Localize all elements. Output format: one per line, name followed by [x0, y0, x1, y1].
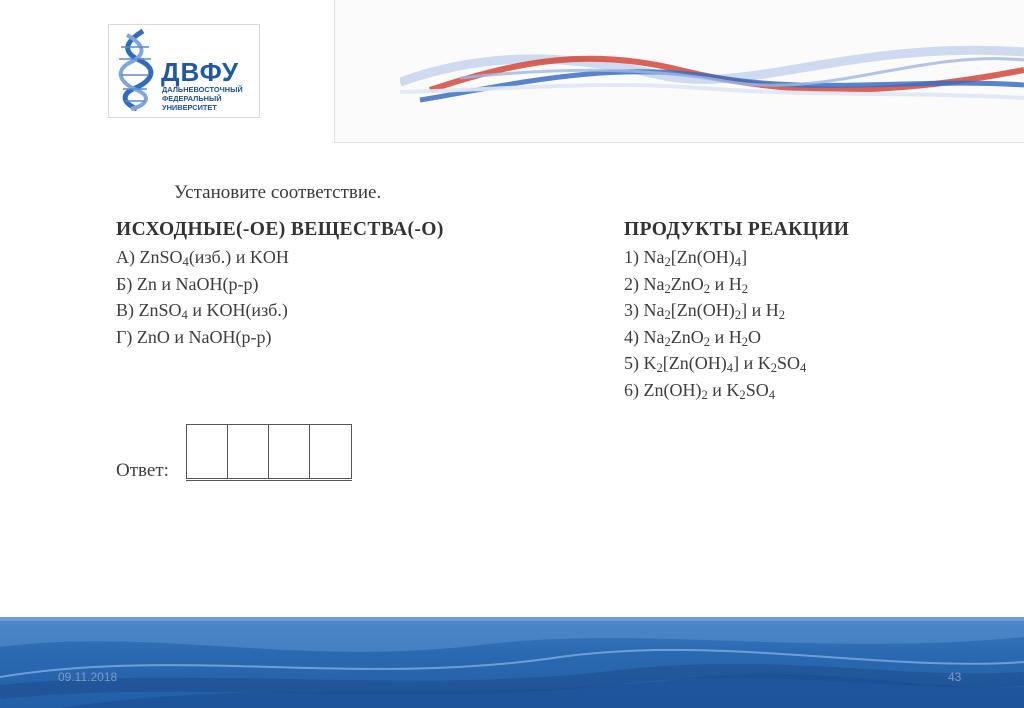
formula-subscript: 4 [181, 308, 188, 322]
slide-page-number: 43 [948, 670, 962, 684]
formula-subscript: 4 [734, 255, 742, 269]
product-item [624, 324, 806, 351]
formula-text: и H [710, 326, 742, 347]
product-item [624, 244, 806, 271]
product-item [624, 377, 806, 404]
product-item-label: 6) [624, 379, 644, 400]
formula-text: и KOH(изб.) [187, 300, 288, 320]
answer-cell[interactable] [186, 424, 227, 479]
formula-text: SO [745, 379, 769, 400]
product-item [624, 297, 806, 324]
formula-text: O [748, 326, 762, 347]
reactant-item [116, 271, 289, 298]
formula-subscript: 2 [656, 361, 663, 375]
formula-subscript: 2 [664, 255, 671, 269]
formula-text: Na [643, 273, 665, 294]
formula-text: Zn и NaOH(р-р) [136, 273, 259, 294]
reactant-item-label: А) [116, 247, 140, 267]
answer-label: Ответ: [116, 460, 169, 481]
product-item-label: 2) [624, 273, 644, 294]
formula-text: [Zn(OH) [662, 353, 727, 373]
formula-text: [Zn(OH) [670, 247, 735, 267]
formula-text: ] и H [741, 300, 779, 320]
formula-subscript: 2 [701, 387, 708, 402]
logo-subtitle-line: ФЕДЕРАЛЬНЫЙ [162, 94, 222, 103]
reactants-list [116, 244, 289, 350]
formula-text: Na [643, 247, 665, 267]
footer-band [0, 617, 1024, 708]
formula-text: SO [777, 353, 801, 373]
product-item-label: 4) [624, 326, 644, 347]
formula-text: ] и K [733, 353, 771, 373]
formula-subscript: 2 [770, 361, 778, 375]
formula-text: ] [741, 247, 748, 267]
formula-text: (изб.) и KOH [188, 247, 289, 267]
formula-text: и H [710, 273, 742, 294]
formula-subscript: 4 [768, 387, 776, 402]
university-logo [108, 24, 260, 118]
product-item [624, 350, 806, 377]
formula-text: ZnO [670, 326, 704, 347]
formula-subscript: 2 [778, 308, 786, 322]
logo-subtitle [162, 85, 243, 112]
footer-wave-decoration [0, 617, 1024, 708]
formula-subscript: 2 [664, 334, 671, 349]
logo-subtitle-line: ДАЛЬНЕВОСТОЧНЫЙ [162, 85, 243, 94]
formula-text: и K [707, 379, 740, 400]
logo-title: ДВФУ [161, 57, 240, 87]
formula-text: [Zn(OH) [670, 300, 735, 320]
formula-subscript: 2 [741, 281, 749, 296]
formula-subscript: 2 [703, 281, 711, 296]
formula-text: ZnSO [139, 247, 183, 267]
formula-subscript: 4 [726, 361, 734, 375]
reactant-item [116, 297, 289, 324]
formula-text: K [643, 353, 657, 373]
formula-text: Zn(OH) [643, 379, 702, 400]
formula-subscript: 4 [182, 255, 189, 269]
formula-text: ZnO и NaOH(р-р) [136, 326, 272, 347]
product-item [624, 271, 806, 298]
formula-text: Na [643, 300, 665, 320]
products-heading: ПРОДУКТЫ РЕАКЦИИ [624, 219, 850, 240]
product-item-label: 1) [624, 247, 644, 267]
product-item-label: 3) [624, 300, 644, 320]
product-item-label: 5) [624, 353, 644, 373]
formula-subscript: 2 [664, 308, 671, 322]
reactant-item [116, 244, 289, 271]
answer-cell[interactable] [268, 424, 309, 479]
formula-subscript: 2 [739, 387, 746, 402]
formula-text: Na [643, 326, 665, 347]
reactant-item [116, 324, 289, 351]
answer-cell[interactable] [227, 424, 268, 479]
task-instruction: Установите соответствие. [174, 182, 382, 203]
header-wave-decoration [400, 30, 1024, 120]
reactant-item-label: В) [116, 300, 139, 320]
helix-logo-icon [113, 29, 159, 111]
logo-subtitle-line: УНИВЕРСИТЕТ [162, 103, 217, 112]
formula-subscript: 2 [664, 281, 671, 296]
reactants-heading: ИСХОДНЫЕ(-ОЕ) ВЕЩЕСТВА(-О) [116, 219, 444, 240]
slide-date: 09.11.2018 [58, 670, 118, 684]
answer-grid [186, 424, 352, 481]
reactant-item-label: Б) [116, 273, 137, 294]
answer-cell[interactable] [309, 424, 352, 479]
products-list [624, 244, 806, 403]
formula-subscript: 2 [734, 308, 742, 322]
formula-subscript: 4 [800, 361, 807, 375]
formula-subscript: 2 [741, 334, 749, 349]
reactant-item-label: Г) [116, 326, 137, 347]
formula-subscript: 2 [703, 334, 711, 349]
formula-text: ZnO [670, 273, 704, 294]
formula-text: ZnSO [138, 300, 182, 320]
